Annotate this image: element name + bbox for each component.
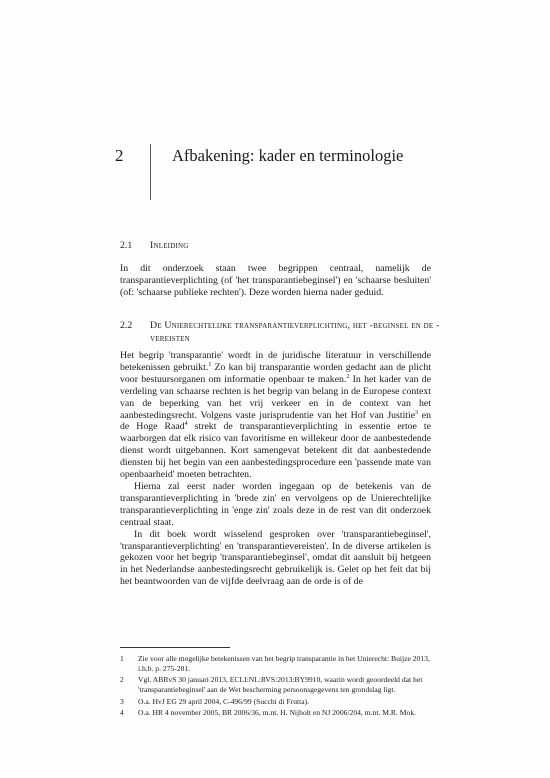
section-2-2-title: De Unierechtelijke transparantieverplichting, het -beginsel en de -vereisten: [150, 320, 440, 344]
footnote-ref-4[interactable]: 4: [184, 421, 188, 428]
p1-text-e: strekt de transparantieverplichting in essentie ertoe te waarborgen dat elk risico van favoritisme en willekeur door de aanbestedende dienst wordt uitgebannen. Kort samengevat betekent dit dat aanbestedende diensten bij het begin van een aanbestedingsprocedure een 'passende mate van openbaarheid' moeten betrachten.: [120, 421, 431, 481]
footnote-text: Vgl. ABRvS 30 januari 2013, ECLI:NL:RVS:2013:BY9910, waarin wordt geoordeeld dat het 'transparantiebeginsel' aan de Wet bescherming persoonsgegevens ten grondslag ligt.: [138, 675, 423, 694]
section-2-1-title: Inleiding: [150, 240, 189, 251]
p1-text-a: Het begrip 'transparantie' wordt in de juridische literatuur in verschillende betekenissen gebruikt.: [120, 350, 431, 373]
footnote-text: O.a. HvJ EG 29 april 2004, C-496/99 (Succhi di Frutta).: [138, 697, 310, 706]
paragraph-2: [120, 481, 431, 529]
footnote-text: O.a. HR 4 november 2005, BR 2006/36, m.nt. H. Nijholt en NJ 2006/204, m.nt. M.R. Mok.: [138, 708, 417, 717]
p3-text: In dit boek wordt wisselend gesproken over 'transparantiebeginsel', 'transparantieverplichting' en 'transparantievereisten'. In de diverse artikelen is gekozen voor het begrip 'transparantiebeginsel', omdat dit aansluit bij hetgeen in het Nederlandse aanbestedingsrecht gebruikelijk is. Gelet op het feit dat bij het beantwoorden van de vijfde deelvraag aan de orde is of de: [120, 528, 431, 588]
p2-text: Hierna zal eerst nader worden ingegaan op de betekenis van de transparantieverplichting in 'brede zin' en vervolgens op de Unierechtelijke transparantieverplichting in 'enge zin' zoals deze in de rest van dit onderzoek centraal staat.: [120, 480, 431, 528]
chapter-divider: [150, 144, 151, 200]
p1-text-b: Zo kan bij transparantie worden gedacht aan de plicht voor bestuursorganen om informatie openbaar te maken.: [120, 361, 431, 385]
section-2-2-body: [120, 350, 431, 588]
footnote-ref-3[interactable]: 3: [415, 409, 419, 416]
footnote-number: 2: [120, 675, 124, 684]
footnote-ref-2[interactable]: 2: [346, 373, 350, 380]
chapter-title: Afbakening: kader en terminologie: [172, 146, 404, 165]
section-2-1-number: 2.1: [120, 240, 133, 251]
section-2-2-number: 2.2: [120, 320, 133, 331]
p1-text-d: en de Hoge Raad: [120, 409, 431, 433]
footnote-number: 1: [120, 654, 124, 663]
p1-text-c: In het kader van de verdeling van schaarse rechten is het begrip van belang in de Europese context van de beperking van het vrij verkeer en in de context van het aanbestedingsrecht. Volgens vaste jurisprudentie van het Hof van Justitie: [120, 373, 431, 421]
footnote-text: Zie voor alle mogelijke betekenissen van het begrip transparantie in het Unierecht: Buijze 2013, i.h.b. p. 275-281.: [138, 654, 430, 673]
footnote-divider: [120, 647, 230, 648]
intro-text: In dit onderzoek staan twee begrippen centraal, namelijk de transparantieverplichting (of 'het transparantiebeginsel') en 'schaarse besluiten' (of: 'schaarse publieke rechten'). Deze worden hierna nader geduid.: [120, 263, 431, 298]
section-2-1-paragraph: [120, 263, 431, 299]
footnote-number: 3: [120, 697, 124, 706]
footnote-ref-1[interactable]: 1: [208, 361, 212, 368]
footnote-number: 4: [120, 708, 124, 717]
chapter-number: 2: [115, 146, 124, 165]
paragraph-3: [120, 529, 431, 589]
paragraph-1: [120, 350, 431, 481]
